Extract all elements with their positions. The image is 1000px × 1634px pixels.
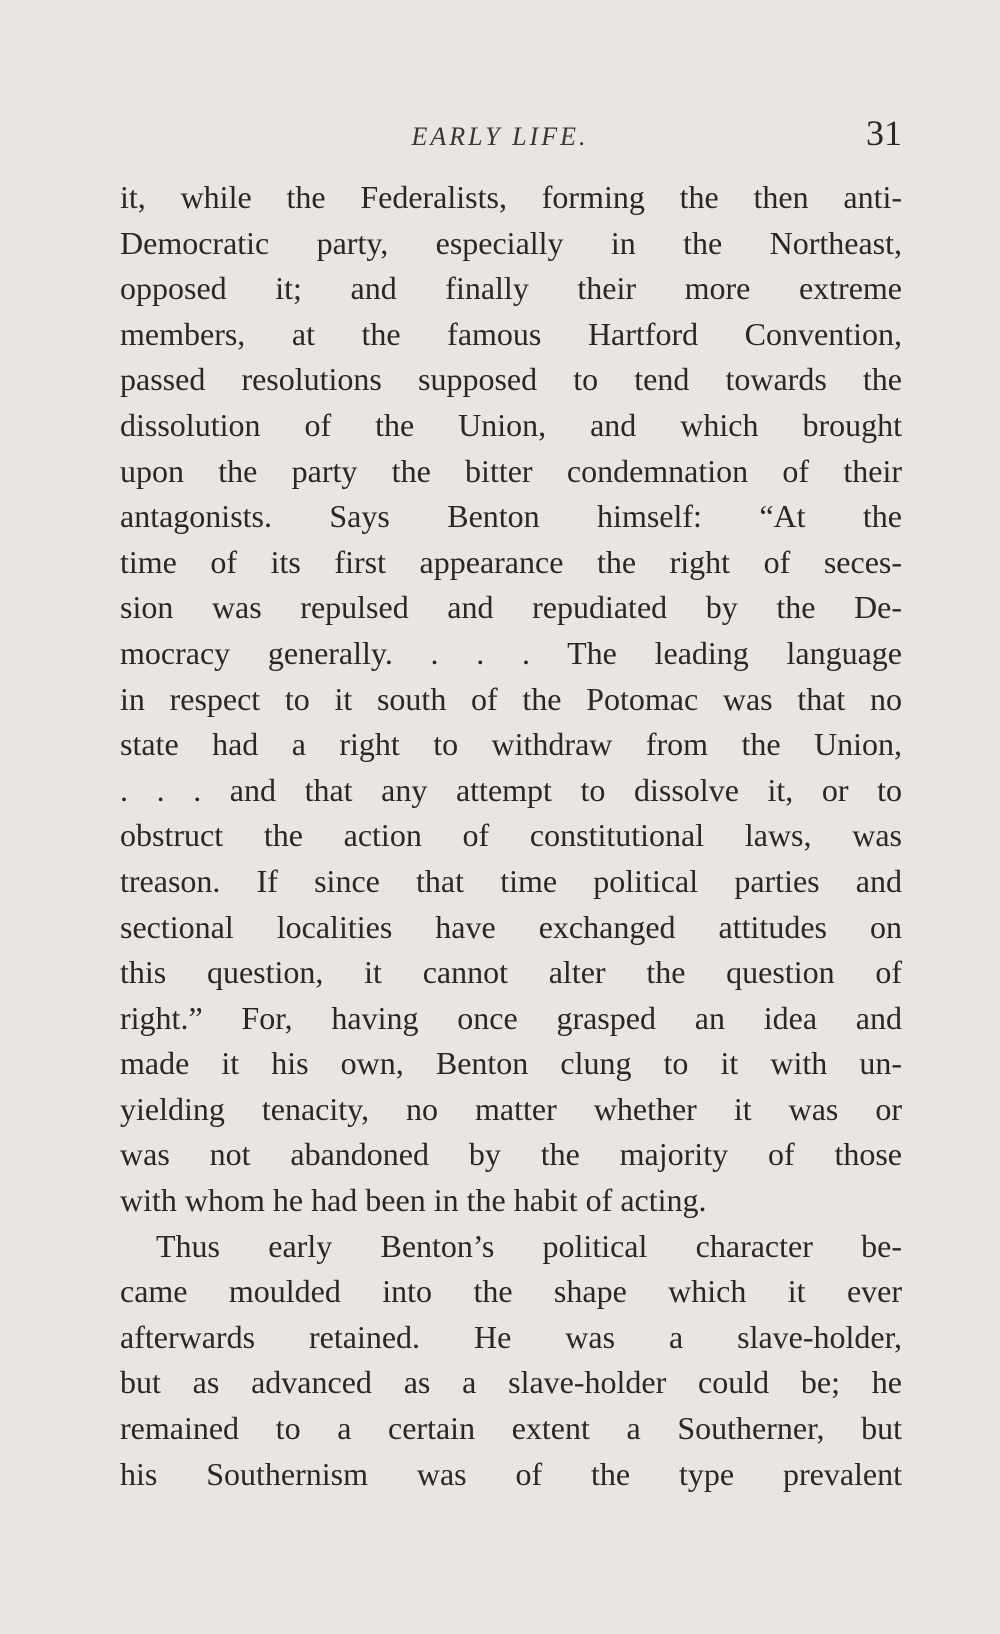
text-line: opposed it; and finally their more extreme (120, 270, 902, 307)
text-line: Democratic party, especially in the Northeast, (120, 224, 902, 261)
running-title: EARLY LIFE. (411, 122, 589, 151)
text-line: treason. If since that time political parties and (120, 862, 902, 899)
text-line: but as advanced as a slave-holder could be; he (120, 1364, 902, 1401)
text-line: made it his own, Benton clung to it with un- (120, 1045, 902, 1082)
text-line: state had a right to withdraw from the Union, (120, 726, 902, 763)
text-line: was not abandoned by the majority of those (120, 1136, 902, 1173)
text-line: antagonists. Says Benton himself: “At the (120, 498, 902, 535)
text-line: mocracy generally. . . . The leading language (120, 634, 902, 671)
text-line: came moulded into the shape which it ever (120, 1273, 902, 1310)
running-head (120, 112, 902, 160)
page-number: 31 (866, 113, 902, 153)
text-line: in respect to it south of the Potomac was that no (120, 680, 902, 717)
text-line: members, at the famous Hartford Convention, (120, 315, 902, 352)
text-line: passed resolutions supposed to tend towards the (120, 361, 902, 398)
text-line: time of its first appearance the right of seces- (120, 543, 902, 580)
text-line: sectional localities have exchanged attitudes on (120, 908, 902, 945)
text-line: afterwards retained. He was a slave-holder, (120, 1318, 902, 1355)
text-line: obstruct the action of constitutional laws, was (120, 817, 902, 854)
text-line: remained to a certain extent a Southerner, but (120, 1410, 902, 1447)
text-line: yielding tenacity, no matter whether it was or (120, 1090, 902, 1127)
text-line: . . . and that any attempt to dissolve it, or to (120, 771, 902, 808)
text-line: with whom he had been in the habit of acting. (120, 1182, 707, 1219)
text-line: upon the party the bitter condemnation of their (120, 452, 902, 489)
text-line: this question, it cannot alter the question of (120, 954, 902, 991)
text-line: sion was repulsed and repudiated by the De- (120, 589, 902, 626)
text-line: it, while the Federalists, forming the then anti- (120, 179, 902, 215)
text-line: dissolution of the Union, and which brought (120, 406, 902, 443)
body-text (120, 175, 902, 1497)
text-line: right.” For, having once grasped an idea and (120, 999, 902, 1036)
text-line: his Southernism was of the type prevalent (120, 1455, 902, 1492)
text-line: Thus early Benton’s political character be- (156, 1227, 902, 1264)
